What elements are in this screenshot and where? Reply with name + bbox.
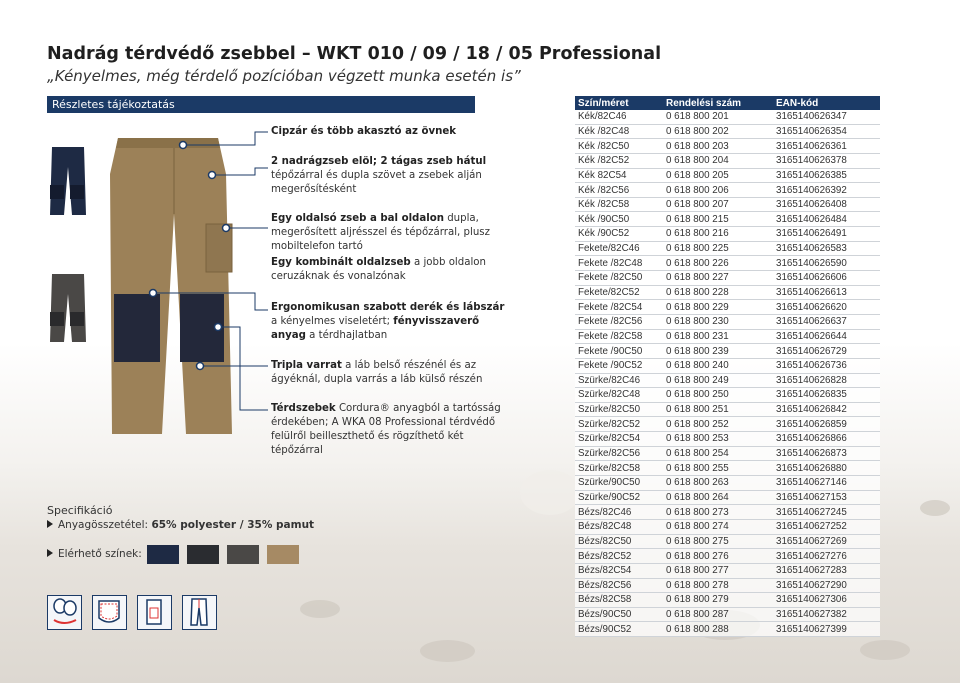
table-cell: Bézs/90C50 xyxy=(575,607,663,622)
table-cell: Kék /82C58 xyxy=(575,197,663,212)
table-cell: 3165140627245 xyxy=(773,505,880,520)
table-row xyxy=(575,358,880,373)
feature-text: dupla, megerősített aljrésszel és tépőzárral, plusz mobiltelefon tartó xyxy=(271,213,490,252)
table-cell: Fekete /90C50 xyxy=(575,344,663,359)
feature-item xyxy=(271,125,511,139)
table-row xyxy=(575,197,880,212)
table-cell: 0 618 800 251 xyxy=(663,402,773,417)
table-cell: 0 618 800 240 xyxy=(663,358,773,373)
table-row xyxy=(575,563,880,578)
table-row xyxy=(575,329,880,344)
table-row xyxy=(575,314,880,329)
table-cell: 0 618 800 254 xyxy=(663,446,773,461)
table-cell: 3165140626866 xyxy=(773,432,880,447)
table-cell: Bézs/82C46 xyxy=(575,505,663,520)
table-cell: 3165140626613 xyxy=(773,285,880,300)
table-cell: 3165140626606 xyxy=(773,271,880,286)
triangle-bullet-icon xyxy=(47,520,53,528)
table-row xyxy=(575,622,880,637)
table-cell: 0 618 800 203 xyxy=(663,139,773,154)
table-cell: 0 618 800 276 xyxy=(663,549,773,564)
section-header: Részletes tájékoztatás xyxy=(47,96,475,113)
table-cell: 3165140627276 xyxy=(773,549,880,564)
knee-pad-pictogram xyxy=(47,595,82,630)
triangle-bullet-icon xyxy=(47,549,53,557)
table-cell: Bézs/90C52 xyxy=(575,622,663,637)
feature-bold: Cipzár és több akasztó az övnek xyxy=(271,126,457,137)
table-cell: 3165140626620 xyxy=(773,300,880,315)
table-cell: Bézs/82C58 xyxy=(575,593,663,608)
feature-text: a térdhajlatban xyxy=(305,330,388,341)
table-cell: 0 618 800 288 xyxy=(663,622,773,637)
table-cell: 0 618 800 207 xyxy=(663,197,773,212)
table-cell: Kék /90C50 xyxy=(575,212,663,227)
table-cell: Fekete/82C52 xyxy=(575,285,663,300)
table-cell: 0 618 800 226 xyxy=(663,256,773,271)
column-header: Szín/méret xyxy=(575,96,663,110)
table-row xyxy=(575,519,880,534)
feature-text: tépőzárral és dupla szövet a zsebek alján megerősítésként xyxy=(271,170,482,195)
table-cell: Fekete /82C58 xyxy=(575,329,663,344)
table-cell: 0 618 800 278 xyxy=(663,578,773,593)
table-body xyxy=(575,110,880,637)
table-row xyxy=(575,183,880,198)
feature-bold: Tripla varrat xyxy=(271,360,342,371)
feature-item xyxy=(271,359,511,387)
column-header: Rendelési szám xyxy=(663,96,773,110)
table-cell: 3165140626361 xyxy=(773,139,880,154)
material-prefix: Anyagösszetétel: xyxy=(58,519,152,531)
table-cell: 0 618 800 225 xyxy=(663,241,773,256)
table-cell: 3165140627283 xyxy=(773,563,880,578)
table-cell: Szürke/82C46 xyxy=(575,373,663,388)
feature-bold: fényvisszaverő anyag xyxy=(271,316,480,341)
table-cell: Kék 82C54 xyxy=(575,168,663,183)
table-cell: 3165140626491 xyxy=(773,227,880,242)
table-cell: 0 618 800 216 xyxy=(663,227,773,242)
table-cell: 3165140627146 xyxy=(773,476,880,491)
table-row xyxy=(575,241,880,256)
table-cell: 3165140627290 xyxy=(773,578,880,593)
table-cell: 3165140626859 xyxy=(773,417,880,432)
table-cell: 3165140627382 xyxy=(773,607,880,622)
table-cell: 0 618 800 230 xyxy=(663,314,773,329)
table-row xyxy=(575,607,880,622)
feature-text: a láb belső részénél és az ágyéknál, dupla varrás a láb külső részén xyxy=(271,360,483,385)
table-cell: Kék /82C56 xyxy=(575,183,663,198)
table-cell: 0 618 800 250 xyxy=(663,388,773,403)
table-cell: Kék/82C46 xyxy=(575,110,663,124)
table-cell: Szürke/82C56 xyxy=(575,446,663,461)
feature-bold: Térdszebek xyxy=(271,403,336,414)
table-row xyxy=(575,593,880,608)
table-cell: Kék /82C52 xyxy=(575,153,663,168)
table-cell: Fekete /82C54 xyxy=(575,300,663,315)
table-row xyxy=(575,285,880,300)
reinforcement-pictogram xyxy=(182,595,217,630)
colors-line xyxy=(47,548,142,560)
order-code-table xyxy=(575,96,880,637)
table-row xyxy=(575,446,880,461)
color-swatch-black xyxy=(187,545,219,564)
table-cell: Bézs/82C54 xyxy=(575,563,663,578)
table-row xyxy=(575,124,880,139)
feature-bold: Ergonomikusan szabott derék és lábszár xyxy=(271,302,505,313)
table-cell: 3165140626392 xyxy=(773,183,880,198)
feature-item xyxy=(271,212,511,254)
table-cell: 0 618 800 229 xyxy=(663,300,773,315)
table-row xyxy=(575,534,880,549)
table-cell: 0 618 800 201 xyxy=(663,110,773,124)
feature-item xyxy=(271,256,511,284)
table-cell: Szürke/82C54 xyxy=(575,432,663,447)
table-cell: Fekete/82C46 xyxy=(575,241,663,256)
table-row xyxy=(575,256,880,271)
table-cell: 0 618 800 231 xyxy=(663,329,773,344)
table-cell: 3165140626354 xyxy=(773,124,880,139)
table-cell: 3165140626644 xyxy=(773,329,880,344)
feature-bold: Egy kombinált oldalzseb xyxy=(271,257,411,268)
table-cell: 3165140626484 xyxy=(773,212,880,227)
table-row xyxy=(575,227,880,242)
table-row xyxy=(575,300,880,315)
table-cell: 0 618 800 263 xyxy=(663,476,773,491)
feature-text: a jobb oldalon ceruzáknak és vonalzónak xyxy=(271,257,486,282)
spec-label: Specifikáció xyxy=(47,504,113,517)
table-cell: 0 618 800 279 xyxy=(663,593,773,608)
table-cell: 3165140626378 xyxy=(773,153,880,168)
table-cell: 3165140626347 xyxy=(773,110,880,124)
table-cell: 0 618 800 204 xyxy=(663,153,773,168)
table-cell: 3165140626729 xyxy=(773,344,880,359)
table-row xyxy=(575,417,880,432)
knee-icon xyxy=(48,596,80,628)
table-cell: Fekete /82C56 xyxy=(575,314,663,329)
table-cell: Szürke/82C58 xyxy=(575,461,663,476)
table-row xyxy=(575,110,880,124)
feature-item xyxy=(271,402,511,458)
table-cell: Kék /82C48 xyxy=(575,124,663,139)
feature-bold: Egy oldalsó zseb a bal oldalon xyxy=(271,213,444,224)
table-cell: Szürke/82C52 xyxy=(575,417,663,432)
table-cell: 3165140626835 xyxy=(773,388,880,403)
table-cell: Bézs/82C52 xyxy=(575,549,663,564)
table-row xyxy=(575,402,880,417)
feature-text: a kényelmes viseletért; xyxy=(271,316,394,327)
table-row xyxy=(575,490,880,505)
table-row xyxy=(575,373,880,388)
table-cell: Szürke/90C52 xyxy=(575,490,663,505)
table-cell: 0 618 800 287 xyxy=(663,607,773,622)
material-line xyxy=(47,519,314,531)
table-cell: 0 618 800 228 xyxy=(663,285,773,300)
page-title: Nadrág térdvédő zsebbel – WKT 010 / 09 / 18 / 05 Professional xyxy=(47,44,662,64)
table-cell: Fekete /90C52 xyxy=(575,358,663,373)
table-cell: 0 618 800 239 xyxy=(663,344,773,359)
table-row xyxy=(575,212,880,227)
table-cell: 3165140627399 xyxy=(773,622,880,637)
page-subtitle: „Kényelmes, még térdelő pozícióban végzett munka esetén is” xyxy=(47,67,521,85)
table-header-row xyxy=(575,96,880,110)
table-cell: 3165140626828 xyxy=(773,373,880,388)
table-cell: 0 618 800 202 xyxy=(663,124,773,139)
table-row xyxy=(575,168,880,183)
table-cell: 0 618 800 252 xyxy=(663,417,773,432)
table-cell: Fekete /82C50 xyxy=(575,271,663,286)
table-cell: 3165140626583 xyxy=(773,241,880,256)
feature-item xyxy=(271,301,511,343)
table-cell: 3165140626385 xyxy=(773,168,880,183)
table-cell: 3165140626842 xyxy=(773,402,880,417)
table-cell: 0 618 800 227 xyxy=(663,271,773,286)
table-row xyxy=(575,505,880,520)
table-cell: Bézs/82C50 xyxy=(575,534,663,549)
table-cell: Szürke/82C50 xyxy=(575,402,663,417)
table-cell: 3165140626736 xyxy=(773,358,880,373)
table-cell: 3165140627153 xyxy=(773,490,880,505)
table-cell: 3165140626880 xyxy=(773,461,880,476)
table-cell: 3165140626873 xyxy=(773,446,880,461)
table-cell: 0 618 800 206 xyxy=(663,183,773,198)
side-pocket-icon xyxy=(138,596,170,628)
color-swatch-blue xyxy=(147,545,179,564)
table-cell: 0 618 800 249 xyxy=(663,373,773,388)
table-cell: 0 618 800 275 xyxy=(663,534,773,549)
table-cell: 0 618 800 274 xyxy=(663,519,773,534)
table-row xyxy=(575,388,880,403)
table-cell: 0 618 800 253 xyxy=(663,432,773,447)
table-cell: 3165140626408 xyxy=(773,197,880,212)
table-cell: Bézs/82C56 xyxy=(575,578,663,593)
colors-label: Elérhető színek: xyxy=(58,548,142,560)
table-cell: 3165140627306 xyxy=(773,593,880,608)
table-cell: 3165140626637 xyxy=(773,314,880,329)
table-cell: 0 618 800 215 xyxy=(663,212,773,227)
side-pocket-pictogram xyxy=(137,595,172,630)
table-cell: 3165140626590 xyxy=(773,256,880,271)
table-cell: 0 618 800 277 xyxy=(663,563,773,578)
table-cell: 0 618 800 205 xyxy=(663,168,773,183)
table-row xyxy=(575,271,880,286)
table-cell: Szürke/90C50 xyxy=(575,476,663,491)
table-cell: Szürke/82C48 xyxy=(575,388,663,403)
table-cell: 3165140627252 xyxy=(773,519,880,534)
pants-leg-icon xyxy=(183,596,215,628)
table-row xyxy=(575,432,880,447)
table-cell: Bézs/82C48 xyxy=(575,519,663,534)
table-cell: Kék /82C50 xyxy=(575,139,663,154)
pocket-pictogram xyxy=(92,595,127,630)
table-cell: 0 618 800 264 xyxy=(663,490,773,505)
color-swatch-gray xyxy=(227,545,259,564)
table-row xyxy=(575,139,880,154)
table-cell: Fekete /82C48 xyxy=(575,256,663,271)
table-row xyxy=(575,153,880,168)
table-row xyxy=(575,344,880,359)
color-swatch-beige xyxy=(267,545,299,564)
table-row xyxy=(575,578,880,593)
table-row xyxy=(575,549,880,564)
table-cell: 3165140627269 xyxy=(773,534,880,549)
table-row xyxy=(575,476,880,491)
feature-text: Cordura® anyagból a tartósság érdekében; A WKA 08 Professional térdvédő felülről beilleszthető és rögzíthető két tépőzárral xyxy=(271,403,501,456)
feature-bold: 2 nadrágzseb elöl; 2 tágas zseb hátul xyxy=(271,156,487,167)
table-cell: 0 618 800 255 xyxy=(663,461,773,476)
column-header: EAN-kód xyxy=(773,96,880,110)
pocket-icon xyxy=(93,596,125,628)
table-cell: 0 618 800 273 xyxy=(663,505,773,520)
feature-item xyxy=(271,155,511,197)
material-value: 65% polyester / 35% pamut xyxy=(151,519,315,531)
table-cell: Kék /90C52 xyxy=(575,227,663,242)
table-row xyxy=(575,461,880,476)
